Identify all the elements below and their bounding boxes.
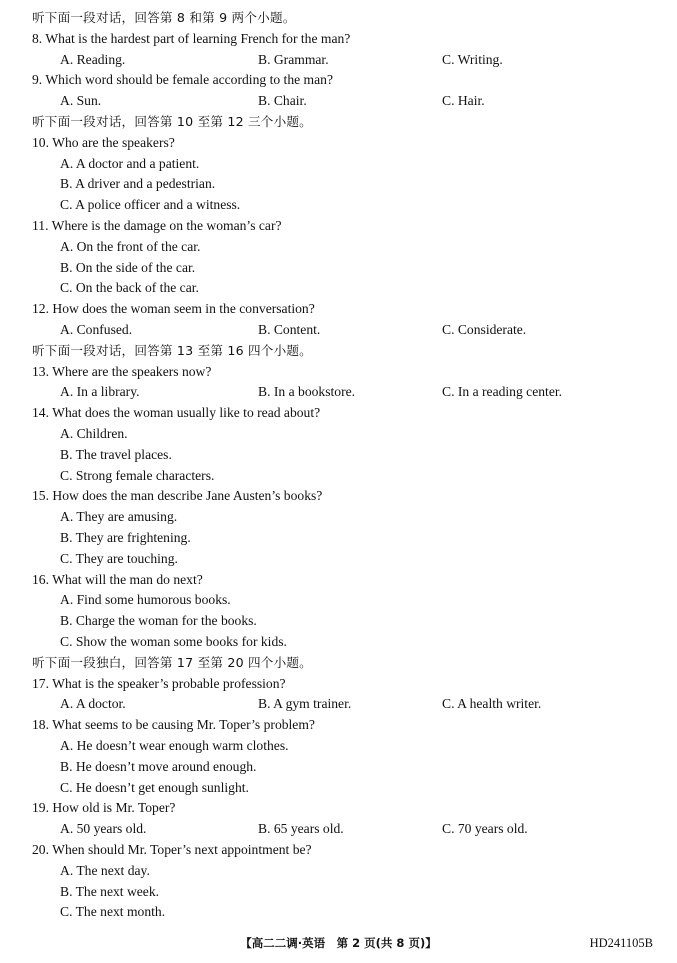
option-row bbox=[0, 153, 677, 174]
option-row bbox=[0, 257, 677, 278]
option-row bbox=[0, 756, 677, 777]
footer-page-info: 【高二二调·英语 第 2 页(共 8 页)】 bbox=[240, 936, 437, 950]
answer-option: C. Writing. bbox=[442, 51, 503, 67]
answer-option: A. Reading. bbox=[60, 51, 126, 67]
answer-option: C. Hair. bbox=[442, 93, 485, 109]
option-row bbox=[0, 548, 677, 569]
option-row bbox=[0, 173, 677, 194]
option-row bbox=[0, 777, 677, 798]
answer-option: B. Chair. bbox=[258, 93, 307, 109]
section-instruction: 听下面一段对话，回答第 8 和第 9 两个小题。 bbox=[32, 10, 296, 25]
section-instruction: 听下面一段独白，回答第 17 至第 20 四个小题。 bbox=[32, 654, 312, 670]
option-row bbox=[0, 194, 677, 215]
section-instruction: 听下面一段对话，回答第 13 至第 16 四个小题。 bbox=[32, 342, 312, 358]
options-row bbox=[0, 90, 677, 111]
question-row bbox=[0, 402, 677, 423]
options-row bbox=[0, 381, 677, 402]
option-row bbox=[0, 610, 677, 631]
question-row bbox=[0, 569, 677, 590]
option-row bbox=[0, 423, 677, 444]
answer-option: A. They are amusing. bbox=[60, 509, 178, 525]
question-row bbox=[0, 298, 677, 319]
question-row bbox=[0, 485, 677, 506]
answer-option: C. The next month. bbox=[60, 904, 166, 920]
options-row bbox=[0, 49, 677, 70]
answer-option: C. He doesn’t get enough sunlight. bbox=[60, 779, 249, 795]
option-row bbox=[0, 506, 677, 527]
answer-option: B. A driver and a pedestrian. bbox=[60, 176, 216, 192]
section-instruction-row bbox=[0, 340, 677, 361]
option-row bbox=[0, 589, 677, 610]
answer-option: C. A health writer. bbox=[442, 696, 542, 712]
option-row bbox=[0, 236, 677, 257]
answer-option: A. Confused. bbox=[60, 322, 133, 337]
answer-option: A. Sun. bbox=[60, 93, 102, 109]
question-text: 8. What is the hardest part of learning French for the man? bbox=[32, 30, 351, 46]
options-row bbox=[0, 818, 677, 839]
question-row bbox=[0, 839, 677, 860]
question-text: 20. When should Mr. Toper’s next appointment be? bbox=[32, 842, 312, 857]
answer-option: C. Considerate. bbox=[442, 322, 527, 337]
option-row bbox=[0, 465, 677, 486]
answer-option: B. In a bookstore. bbox=[258, 384, 356, 400]
question-text: 16. What will the man do next? bbox=[32, 571, 203, 587]
answer-option: A. Children. bbox=[60, 426, 128, 441]
answer-option: C. In a reading center. bbox=[442, 384, 563, 400]
answer-option: C. They are touching. bbox=[60, 550, 178, 566]
question-text: 12. How does the woman seem in the conversation? bbox=[32, 301, 315, 317]
answer-option: B. 65 years old. bbox=[258, 821, 344, 837]
answer-option: A. In a library. bbox=[60, 384, 140, 400]
question-row bbox=[0, 215, 677, 236]
page-footer bbox=[0, 933, 677, 953]
options-row bbox=[0, 693, 677, 714]
question-text: 18. What seems to be causing Mr. Toper’s problem? bbox=[32, 717, 315, 733]
answer-option: B. Charge the woman for the books. bbox=[60, 613, 257, 629]
question-row bbox=[0, 714, 677, 735]
answer-option: B. Grammar. bbox=[258, 51, 329, 67]
section-instruction-row bbox=[0, 111, 677, 132]
question-text: 11. Where is the damage on the woman’s car? bbox=[32, 218, 282, 233]
section-instruction-row bbox=[0, 7, 677, 28]
question-text: 9. Which word should be female according to the man? bbox=[32, 72, 333, 88]
question-row bbox=[0, 673, 677, 694]
answer-option: B. Content. bbox=[258, 322, 321, 337]
answer-option: B. On the side of the car. bbox=[60, 259, 196, 275]
question-row bbox=[0, 361, 677, 382]
question-text: 15. How does the man describe Jane Austen’s books? bbox=[32, 488, 323, 504]
question-row bbox=[0, 28, 677, 49]
question-row bbox=[0, 797, 677, 818]
answer-option: A. The next day. bbox=[60, 862, 150, 878]
answer-option: B. The travel places. bbox=[60, 446, 172, 462]
section-instruction: 听下面一段对话，回答第 10 至第 12 三个小题。 bbox=[32, 114, 312, 129]
option-row bbox=[0, 444, 677, 465]
answer-option: A. A doctor. bbox=[60, 696, 126, 712]
answer-option: B. A gym trainer. bbox=[258, 696, 352, 712]
answer-option: A. A doctor and a patient. bbox=[60, 155, 200, 171]
question-text: 10. Who are the speakers? bbox=[32, 134, 175, 150]
answer-option: C. Show the woman some books for kids. bbox=[60, 634, 287, 649]
answer-option: B. They are frightening. bbox=[60, 530, 191, 545]
option-row bbox=[0, 527, 677, 548]
answer-option: C. A police officer and a witness. bbox=[60, 197, 241, 213]
answer-option: A. He doesn’t wear enough warm clothes. bbox=[60, 738, 289, 753]
option-row bbox=[0, 277, 677, 298]
question-row bbox=[0, 132, 677, 153]
option-row bbox=[0, 631, 677, 652]
footer-doc-code: HD241105B bbox=[589, 936, 653, 950]
options-row bbox=[0, 319, 677, 340]
option-row bbox=[0, 901, 677, 922]
answer-option: C. On the back of the car. bbox=[60, 280, 199, 296]
question-text: 13. Where are the speakers now? bbox=[32, 363, 212, 379]
option-row bbox=[0, 881, 677, 902]
answer-option: B. He doesn’t move around enough. bbox=[60, 758, 257, 774]
answer-option: B. The next week. bbox=[60, 883, 160, 899]
answer-option: C. 70 years old. bbox=[442, 821, 528, 837]
answer-option: A. On the front of the car. bbox=[60, 238, 201, 254]
question-text: 19. How old is Mr. Toper? bbox=[32, 800, 176, 816]
option-row bbox=[0, 860, 677, 881]
section-instruction-row bbox=[0, 652, 677, 673]
question-text: 14. What does the woman usually like to read about? bbox=[32, 405, 321, 421]
answer-option: A. 50 years old. bbox=[60, 821, 147, 837]
answer-option: A. Find some humorous books. bbox=[60, 592, 231, 608]
question-row bbox=[0, 69, 677, 90]
option-row bbox=[0, 735, 677, 756]
answer-option: C. Strong female characters. bbox=[60, 467, 215, 483]
question-text: 17. What is the speaker’s probable profession? bbox=[32, 675, 286, 691]
